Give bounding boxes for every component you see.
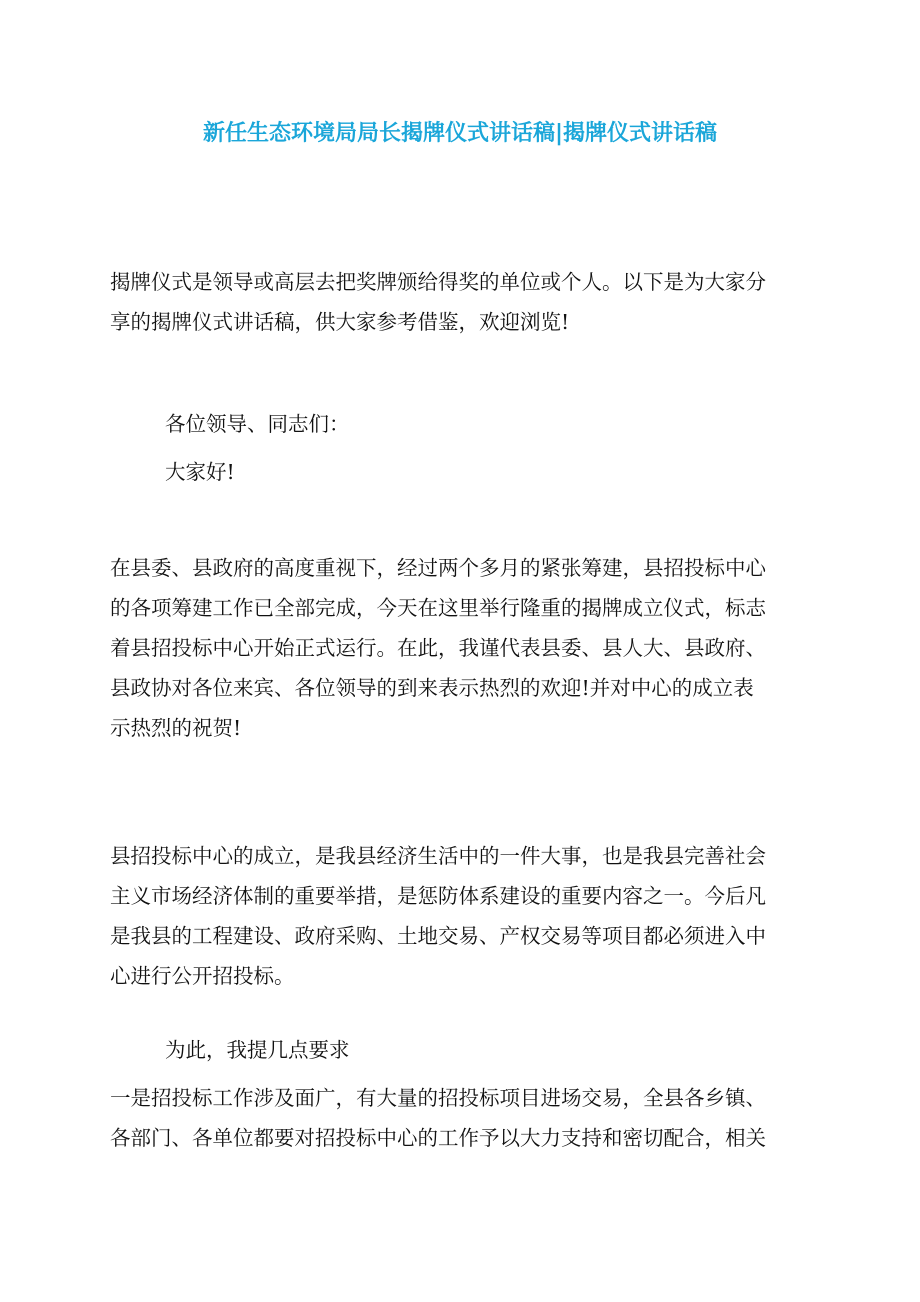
paragraph-line: 心进行公开招投标。 — [110, 964, 295, 988]
intro-paragraph — [110, 262, 810, 342]
paragraph-line: 各部门、各单位都要对招投标中心的工作予以大力支持和密切配合，相关 — [110, 1126, 766, 1150]
document-title: 新任生态环境局局长揭牌仪式讲话稿|揭牌仪式讲话稿 — [202, 121, 718, 146]
paragraph-line: 县政协对各位来宾、各位领导的到来表示热烈的欢迎!并对中心的成立表 — [110, 676, 754, 700]
paragraph-line: 主义市场经济体制的重要举措，是惩防体系建设的重要内容之一。今后凡 — [110, 884, 766, 908]
paragraph-line: 为此，我提几点要求 — [165, 1038, 350, 1062]
body-paragraph-3 — [110, 1078, 810, 1158]
paragraph-line: 在县委、县政府的高度重视下，经过两个多月的紧张筹建，县招投标中心 — [110, 556, 766, 580]
body-paragraph-1 — [110, 548, 810, 748]
salutation-paragraph — [165, 404, 865, 444]
paragraph-line: 揭牌仪式是领导或高层去把奖牌颁给得奖的单位或个人。以下是为大家分 — [110, 270, 766, 294]
paragraph-line: 大家好! — [165, 460, 235, 484]
paragraph-line: 享的揭牌仪式讲话稿，供大家参考借鉴，欢迎浏览! — [110, 310, 570, 334]
paragraph-line: 各位领导、同志们： — [165, 412, 350, 436]
paragraph-line: 着县招投标中心开始正式运行。在此，我谨代表县委、县人大、县政府、 — [110, 636, 766, 660]
body-paragraph-2 — [110, 836, 810, 996]
paragraph-line: 的各项筹建工作已全部完成，今天在这里举行隆重的揭牌成立仪式，标志 — [110, 596, 766, 620]
paragraph-line: 是我县的工程建设、政府采购、土地交易、产权交易等项目都必须进入中 — [110, 924, 766, 948]
paragraph-line: 县招投标中心的成立，是我县经济生活中的一件大事，也是我县完善社会 — [110, 844, 766, 868]
paragraph-line: 一是招投标工作涉及面广，有大量的招投标项目进场交易，全县各乡镇、 — [110, 1086, 766, 1110]
paragraph-line: 示热烈的祝贺! — [110, 716, 242, 740]
greeting-paragraph — [165, 452, 865, 492]
requirements-heading — [165, 1030, 865, 1070]
